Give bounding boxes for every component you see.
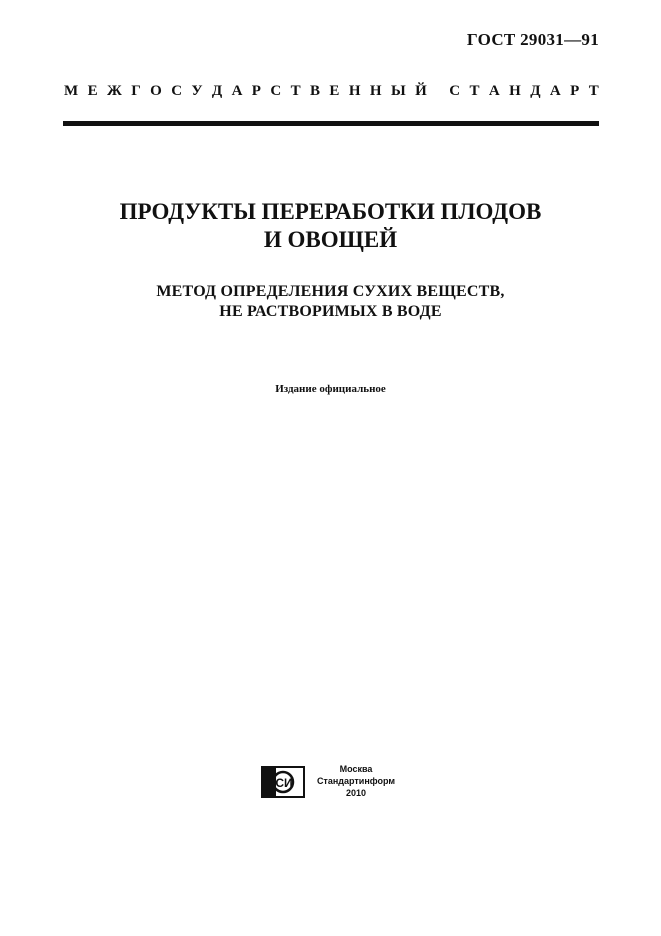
standard-type-letter: Т <box>290 83 301 99</box>
standard-type-letter: С <box>449 83 461 99</box>
standard-type-letter: Р <box>570 83 580 99</box>
standard-type-word-gap <box>436 80 440 102</box>
standard-type-letter: А <box>488 83 500 99</box>
document-title-line-2: И ОВОЩЕЙ <box>263 227 398 252</box>
standard-type-letter: А <box>231 83 243 99</box>
standard-type-letter: С <box>171 83 183 99</box>
standard-type-letter: Ж <box>106 83 122 99</box>
publisher-block <box>261 763 411 803</box>
standartinform-logo-icon <box>261 766 305 798</box>
svg-text:СИ: СИ <box>275 776 293 790</box>
standard-type-letter: Н <box>348 83 361 99</box>
standard-type-letter: Ы <box>390 83 406 99</box>
publisher-name: Стандартинформ <box>316 776 396 786</box>
standard-type-letter: У <box>191 83 203 99</box>
standard-type-letter: С <box>270 83 282 99</box>
document-subtitle <box>40 282 621 322</box>
document-subtitle-line-1: МЕТОД ОПРЕДЕЛЕНИЯ СУХИХ ВЕЩЕСТВ, <box>156 283 505 300</box>
document-title <box>40 198 621 254</box>
standard-type-letter: В <box>310 83 321 99</box>
standard-type-letter: Н <box>369 83 382 99</box>
standard-type-letter: Г <box>131 83 141 99</box>
standard-type-letter: Н <box>509 83 521 99</box>
standard-type-letter: Е <box>329 83 340 99</box>
standard-type-letter: О <box>150 83 162 99</box>
standard-type-letter: Т <box>588 83 599 99</box>
standard-type-letter: Д <box>211 83 223 99</box>
header-divider <box>63 121 599 126</box>
standard-type-letter: Р <box>251 83 261 99</box>
document-subtitle-line-2: НЕ РАСТВОРИМЫХ В ВОДЕ <box>219 303 442 320</box>
edition-label: Издание официальное <box>275 383 386 395</box>
standard-type-letter: Д <box>530 83 541 99</box>
publisher-city: Москва <box>339 764 373 774</box>
standard-type-letter: Й <box>415 83 427 99</box>
gost-number: ГОСТ 29031—91 <box>466 30 599 49</box>
standard-type-letter: М <box>64 83 79 99</box>
publication-year: 2010 <box>345 788 367 798</box>
publisher-text <box>311 763 401 799</box>
standard-type-letter: Т <box>469 83 480 99</box>
standard-type-heading <box>64 80 599 102</box>
standard-type-letter: Е <box>87 83 98 99</box>
title-block <box>40 198 621 322</box>
standard-type-letter: А <box>549 83 561 99</box>
document-title-line-1: ПРОДУКТЫ ПЕРЕРАБОТКИ ПЛОДОВ <box>119 199 542 224</box>
